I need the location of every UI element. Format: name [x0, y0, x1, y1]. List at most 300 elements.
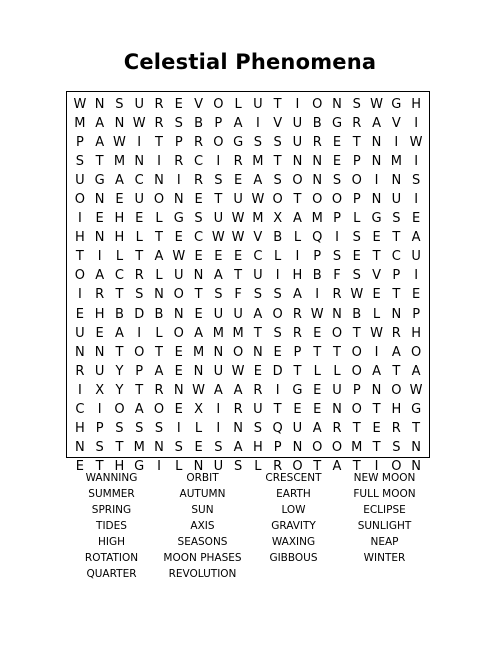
- grid-letter: E: [194, 306, 203, 322]
- word-list-item: SPRING: [91, 504, 132, 516]
- grid-letter: P: [273, 439, 282, 455]
- grid-letter: L: [175, 458, 183, 474]
- word-list-item: ORBIT: [186, 472, 219, 484]
- grid-letter: G: [411, 401, 422, 417]
- grid-letter: S: [253, 135, 263, 151]
- grid-letter: I: [315, 287, 320, 303]
- grid-letter: N: [114, 116, 125, 132]
- grid-letter: T: [392, 230, 401, 246]
- grid-letter: U: [253, 401, 263, 417]
- grid-letter: O: [331, 192, 343, 208]
- grid-letter: U: [75, 173, 85, 189]
- word-list-item: WANNING: [85, 472, 138, 484]
- grid-letter: O: [153, 192, 165, 208]
- grid-letter: O: [74, 192, 85, 208]
- word-list-item: EARTH: [276, 488, 311, 500]
- grid-letter: G: [134, 458, 145, 474]
- grid-letter: O: [134, 344, 145, 360]
- grid-letter: L: [194, 420, 203, 436]
- grid-letter: A: [213, 268, 223, 284]
- grid-letter: A: [233, 439, 243, 455]
- grid-letter: P: [333, 211, 341, 227]
- grid-letter: T: [194, 287, 203, 303]
- grid-letter: A: [411, 363, 421, 379]
- grid-letter: M: [133, 439, 145, 455]
- grid-letter: R: [233, 154, 243, 170]
- grid-letter: I: [295, 97, 300, 112]
- grid-letter: S: [115, 97, 124, 112]
- grid-letter: O: [272, 192, 283, 208]
- grid-letter: E: [95, 211, 104, 227]
- grid-letter: A: [233, 116, 243, 132]
- grid-letter: U: [233, 306, 243, 322]
- grid-letter: O: [312, 439, 323, 455]
- grid-letter: A: [213, 382, 223, 398]
- grid-letter: N: [391, 306, 402, 322]
- grid-letter: E: [352, 249, 361, 265]
- grid-letter: A: [312, 420, 322, 436]
- grid-letter: S: [352, 268, 361, 284]
- grid-letter: W: [251, 192, 265, 208]
- grid-letter: U: [213, 306, 224, 322]
- grid-letter: R: [391, 325, 401, 341]
- grid-letter: U: [411, 249, 421, 265]
- grid-letter: I: [97, 249, 102, 265]
- grid-letter: I: [157, 154, 161, 170]
- grid-letter: W: [409, 135, 423, 151]
- grid-letter: O: [391, 382, 402, 398]
- grid-letter: T: [135, 382, 144, 398]
- word-list-item: ECLIPSE: [363, 504, 406, 516]
- grid-letter: N: [332, 306, 342, 322]
- grid-letter: E: [95, 325, 104, 341]
- grid-letter: E: [313, 325, 322, 341]
- grid-letter: W: [409, 382, 423, 398]
- grid-letter: H: [411, 325, 421, 341]
- grid-letter: S: [273, 287, 282, 303]
- grid-letter: U: [213, 211, 224, 227]
- grid-letter: T: [155, 135, 163, 151]
- grid-letter: P: [135, 363, 144, 379]
- grid-letter: T: [95, 154, 104, 170]
- grid-letter: U: [292, 420, 303, 436]
- grid-letter: N: [233, 420, 243, 436]
- grid-letter: O: [312, 97, 323, 112]
- grid-letter: E: [194, 192, 203, 208]
- grid-letter: H: [94, 306, 105, 322]
- grid-letter: T: [313, 458, 322, 474]
- grid-letter: B: [114, 306, 124, 322]
- grid-letter: U: [391, 192, 402, 208]
- grid-letter: R: [233, 401, 243, 417]
- grid-letter: I: [216, 420, 221, 436]
- grid-letter: S: [174, 116, 183, 132]
- grid-letter: X: [194, 401, 203, 417]
- grid-letter: A: [95, 116, 105, 132]
- grid-letter: R: [253, 382, 263, 398]
- grid-letter: P: [412, 306, 421, 322]
- grid-letter: I: [157, 458, 161, 474]
- grid-letter: L: [155, 325, 163, 341]
- grid-letter: E: [174, 363, 183, 379]
- grid-letter: N: [253, 344, 263, 360]
- grid-letter: T: [214, 192, 223, 208]
- grid-letter: P: [174, 135, 183, 151]
- grid-letter: I: [374, 173, 379, 189]
- grid-letter: Y: [115, 363, 124, 379]
- grid-letter: G: [233, 135, 244, 151]
- grid-letter: P: [392, 268, 401, 284]
- grid-letter: E: [332, 135, 342, 151]
- grid-letter: E: [75, 458, 84, 474]
- grid-letter: S: [352, 97, 361, 112]
- grid-letter: L: [115, 249, 124, 265]
- grid-letter: E: [253, 363, 262, 379]
- grid-letter: U: [213, 363, 224, 379]
- grid-letter: A: [253, 306, 263, 322]
- grid-letter: I: [216, 154, 221, 170]
- grid-letter: M: [232, 325, 244, 341]
- grid-letter: P: [352, 154, 361, 170]
- grid-letter: N: [332, 401, 342, 417]
- grid-letter: N: [193, 363, 204, 379]
- grid-letter: E: [194, 439, 203, 455]
- grid-letter: T: [234, 268, 243, 284]
- grid-letter: S: [154, 420, 164, 436]
- grid-letter: W: [211, 230, 225, 246]
- grid-letter: S: [273, 135, 282, 151]
- grid-letter: W: [370, 97, 383, 112]
- grid-letter: O: [272, 306, 283, 322]
- grid-letter: O: [292, 458, 303, 474]
- grid-letter: E: [75, 306, 84, 322]
- grid-letter: T: [135, 249, 144, 265]
- grid-letter: O: [351, 401, 362, 417]
- grid-letter: O: [153, 401, 165, 417]
- grid-letter: T: [372, 439, 381, 455]
- grid-letter: U: [174, 268, 184, 284]
- grid-letter: O: [331, 325, 343, 341]
- grid-letter: N: [371, 135, 382, 151]
- grid-letter: S: [214, 287, 223, 303]
- grid-letter: E: [234, 173, 243, 189]
- grid-letter: S: [352, 230, 361, 246]
- word-list-item: LOW: [281, 504, 306, 516]
- word-list: [66, 470, 430, 582]
- grid-letter: H: [74, 420, 85, 436]
- grid-letter: Q: [272, 420, 283, 436]
- grid-letter: V: [372, 268, 381, 284]
- grid-letter: N: [94, 344, 105, 360]
- grid-letter: I: [374, 344, 379, 360]
- grid-letter: O: [173, 325, 184, 341]
- grid-letter: N: [173, 382, 184, 398]
- grid-letter: U: [213, 458, 224, 474]
- grid-letter: I: [255, 116, 260, 132]
- grid-letter: U: [253, 268, 263, 284]
- word-list-item: SUN: [191, 504, 214, 516]
- grid-letter: I: [77, 382, 82, 398]
- grid-letter: U: [253, 97, 263, 112]
- grid-letter: O: [410, 344, 422, 360]
- grid-letter: E: [372, 230, 381, 246]
- word-list-item: AXIS: [190, 520, 215, 532]
- grid-letter: S: [273, 173, 282, 189]
- grid-letter: G: [391, 97, 402, 112]
- grid-letter: T: [352, 135, 361, 151]
- grid-letter: Q: [312, 230, 323, 246]
- grid-letter: O: [351, 173, 362, 189]
- grid-letter: M: [252, 211, 264, 227]
- grid-letter: E: [412, 287, 421, 303]
- grid-letter: A: [154, 249, 164, 265]
- grid-letter: P: [214, 116, 223, 132]
- grid-letter: A: [233, 382, 243, 398]
- grid-letter: U: [233, 192, 243, 208]
- grid-letter: O: [391, 458, 402, 474]
- grid-letter: N: [75, 344, 85, 360]
- grid-letter: T: [155, 230, 163, 246]
- grid-letter: B: [154, 306, 164, 322]
- grid-letter: R: [352, 116, 362, 132]
- grid-letter: I: [394, 135, 399, 151]
- grid-letter: H: [252, 439, 263, 455]
- grid-letter: N: [371, 192, 382, 208]
- grid-letter: I: [216, 401, 221, 417]
- grid-letter: T: [392, 287, 401, 303]
- grid-letter: W: [370, 325, 383, 341]
- grid-letter: S: [411, 173, 421, 189]
- grid-letter: N: [371, 382, 382, 398]
- grid-letter: M: [311, 211, 323, 227]
- grid-letter: R: [75, 363, 85, 379]
- word-list-item: GRAVITY: [271, 520, 316, 532]
- grid-letter: B: [273, 230, 283, 246]
- grid-letter: L: [353, 211, 361, 227]
- grid-letter: R: [154, 116, 164, 132]
- grid-letter: N: [173, 306, 184, 322]
- grid-letter: T: [75, 249, 84, 265]
- grid-letter: G: [371, 211, 382, 227]
- grid-letter: I: [77, 287, 82, 303]
- grid-letter: E: [115, 192, 124, 208]
- grid-letter: H: [114, 211, 125, 227]
- grid-letter: I: [97, 401, 102, 417]
- grid-letter: H: [74, 230, 85, 246]
- grid-letter: T: [115, 287, 124, 303]
- grid-letter: E: [194, 249, 203, 265]
- grid-letter: S: [332, 173, 342, 189]
- grid-letter: O: [74, 268, 85, 284]
- grid-letter: S: [115, 420, 124, 436]
- grid-letter: O: [351, 344, 362, 360]
- grid-letter: T: [313, 344, 322, 360]
- grid-letter: N: [312, 173, 323, 189]
- grid-letter: R: [273, 458, 283, 474]
- grid-letter: F: [333, 268, 341, 284]
- grid-letter: A: [292, 211, 302, 227]
- grid-letter: V: [253, 230, 263, 246]
- grid-letter: I: [414, 268, 419, 284]
- grid-letter: E: [313, 401, 322, 417]
- grid-letter: B: [312, 268, 322, 284]
- grid-letter: I: [295, 249, 300, 265]
- word-list-item: SUNLIGHT: [357, 520, 412, 532]
- grid-letter: T: [352, 420, 361, 436]
- grid-letter: P: [95, 420, 104, 436]
- grid-letter: N: [94, 230, 105, 246]
- grid-letter: N: [292, 154, 303, 170]
- grid-letter: T: [253, 325, 262, 341]
- grid-letter: L: [254, 458, 262, 474]
- grid-letter: E: [293, 401, 302, 417]
- grid-letter: N: [94, 97, 105, 112]
- grid-letter: E: [273, 344, 282, 360]
- word-list-item: SUMMER: [88, 488, 135, 500]
- grid-letter: O: [114, 401, 125, 417]
- grid-letter: E: [135, 211, 144, 227]
- grid-letter: N: [134, 154, 145, 170]
- grid-letter: T: [352, 458, 361, 474]
- grid-letter: T: [95, 458, 104, 474]
- grid-letter: P: [352, 192, 361, 208]
- grid-letter: A: [292, 287, 302, 303]
- grid-letter: A: [411, 230, 421, 246]
- grid-letter: N: [391, 173, 402, 189]
- grid-letter: C: [253, 249, 263, 265]
- grid-letter: B: [352, 306, 362, 322]
- grid-letter: N: [75, 439, 85, 455]
- grid-letter: I: [414, 192, 419, 208]
- grid-letter: R: [391, 420, 401, 436]
- grid-letter: U: [292, 116, 303, 132]
- grid-letter: C: [134, 173, 144, 189]
- grid-letter: I: [137, 135, 142, 151]
- grid-letter: I: [414, 154, 419, 170]
- grid-letter: N: [292, 439, 303, 455]
- grid-letter: N: [154, 173, 164, 189]
- grid-letter: I: [176, 173, 181, 189]
- grid-letter: U: [75, 325, 85, 341]
- grid-letter: M: [390, 154, 402, 170]
- grid-letter: W: [231, 211, 245, 227]
- grid-letter: N: [154, 287, 164, 303]
- grid-letter: R: [194, 173, 204, 189]
- grid-letter: H: [114, 458, 125, 474]
- grid-letter: H: [114, 230, 125, 246]
- grid-letter: S: [75, 154, 85, 170]
- grid-letter: G: [173, 211, 184, 227]
- grid-letter: X: [273, 211, 283, 227]
- grid-letter: E: [174, 230, 183, 246]
- grid-letter: W: [172, 249, 186, 265]
- grid-letter: E: [174, 97, 183, 112]
- grid-letter: B: [194, 116, 203, 132]
- grid-letter: M: [351, 439, 363, 455]
- grid-letter: S: [253, 420, 263, 436]
- grid-letter: D: [272, 363, 283, 379]
- grid-letter: I: [414, 116, 419, 132]
- grid-letter: W: [350, 287, 364, 303]
- grid-letter: A: [332, 458, 342, 474]
- grid-letter: U: [332, 382, 342, 398]
- grid-letter: S: [392, 211, 401, 227]
- word-list-item: NEAP: [370, 536, 399, 548]
- grid-letter: A: [253, 173, 263, 189]
- grid-letter: T: [352, 325, 361, 341]
- grid-letter: N: [154, 439, 164, 455]
- grid-letter: P: [293, 344, 302, 360]
- grid-letter: L: [372, 306, 381, 322]
- word-list-item: CRESCENT: [265, 472, 322, 484]
- grid-letter: A: [114, 173, 124, 189]
- grid-letter: S: [194, 211, 203, 227]
- grid-letter: U: [134, 192, 144, 208]
- grid-letter: M: [74, 116, 86, 132]
- grid-letter: F: [234, 287, 242, 303]
- grid-letter: L: [293, 230, 302, 246]
- word-list-item: GIBBOUS: [269, 552, 318, 564]
- grid-letter: E: [234, 249, 243, 265]
- word-list-item: REVOLUTION: [168, 568, 237, 580]
- grid-letter: T: [372, 401, 381, 417]
- grid-letter: S: [273, 325, 282, 341]
- grid-letter: V: [194, 97, 203, 112]
- grid-letter: A: [194, 325, 203, 341]
- word-list-item: AUTUMN: [179, 488, 226, 500]
- grid-letter: B: [312, 116, 322, 132]
- grid-letter: N: [411, 458, 421, 474]
- grid-letter: T: [293, 363, 302, 379]
- grid-letter: T: [293, 192, 302, 208]
- grid-letter: M: [252, 154, 264, 170]
- word-list-item: ROTATION: [84, 552, 139, 564]
- grid-letter: I: [77, 211, 82, 227]
- grid-letter: G: [94, 173, 105, 189]
- grid-letter: C: [114, 268, 124, 284]
- grid-letter: S: [332, 249, 342, 265]
- grid-letter: W: [231, 230, 245, 246]
- grid-letter: Y: [115, 382, 124, 398]
- grid-letter: P: [352, 382, 361, 398]
- grid-letter: S: [135, 287, 144, 303]
- grid-letter: N: [193, 458, 204, 474]
- grid-letter: R: [154, 97, 164, 112]
- grid-letter: E: [332, 154, 342, 170]
- grid-letter: A: [134, 401, 144, 417]
- puzzle-title: Celestial Phenomena: [123, 50, 377, 74]
- word-list-item: HIGH: [97, 536, 126, 548]
- grid-letter: S: [392, 439, 401, 455]
- grid-letter: T: [333, 344, 341, 360]
- grid-letter: A: [372, 116, 381, 132]
- grid-letter: M: [212, 325, 224, 341]
- grid-letter: T: [273, 97, 282, 112]
- word-list-item: FULL MOON: [353, 488, 416, 500]
- grid-letter: S: [214, 439, 223, 455]
- grid-letter: S: [253, 287, 263, 303]
- word-list-item: TIDES: [96, 520, 127, 532]
- grid-letter: T: [273, 401, 282, 417]
- grid-letter: U: [134, 97, 144, 112]
- word-list-item: SEASONS: [177, 536, 228, 548]
- grid-letter: D: [134, 306, 145, 322]
- grid-letter: O: [213, 135, 224, 151]
- grid-letter: S: [233, 458, 243, 474]
- word-search-grid: [70, 95, 426, 476]
- grid-letter: E: [214, 249, 223, 265]
- grid-letter: L: [313, 363, 321, 379]
